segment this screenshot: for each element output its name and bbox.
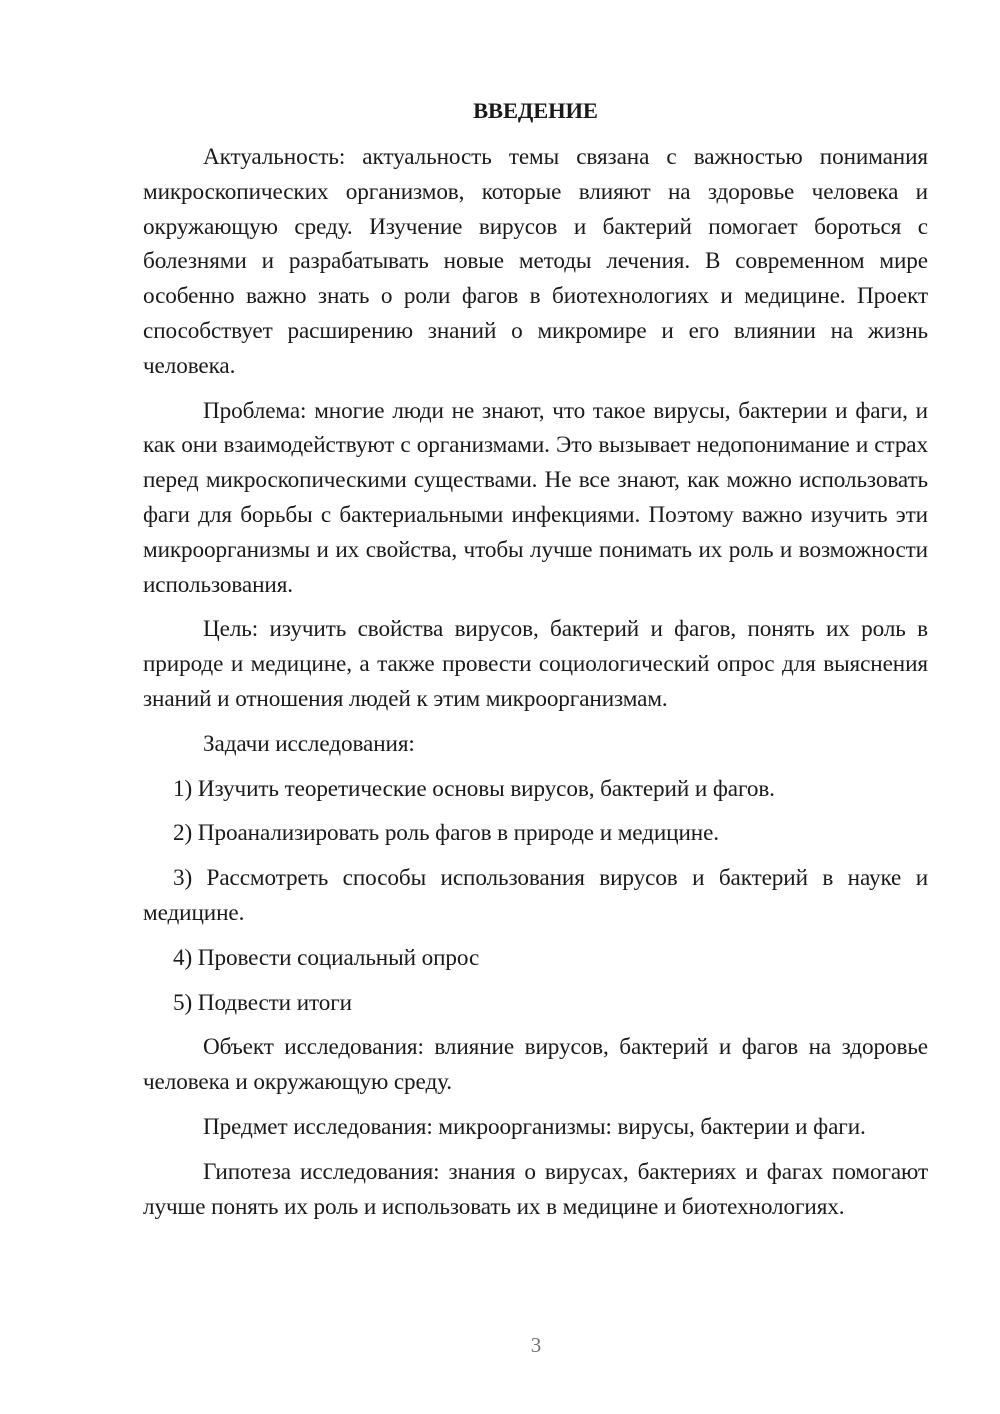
page-content bbox=[143, 96, 928, 1234]
task-item-2: 2) Проанализировать роль фагов в природе и медицине. bbox=[173, 820, 719, 847]
task-item-1: 1) Изучить теоретические основы вирусов, бактерий и фагов. bbox=[173, 775, 775, 802]
task-item-3: 3) Рассмотреть способы использования вирусов и бактерий в науке и медицине. bbox=[143, 865, 928, 926]
tasks-label: Задачи исследования: bbox=[203, 730, 415, 757]
page-number: 3 bbox=[530, 1333, 542, 1357]
goal-paragraph: Цель: изучить свойства вирусов, бактерий и фагов, понять их роль в природе и медицине, а также провести социологический опрос для выяснения знаний и отношения людей к этим микроорганизмам. bbox=[143, 616, 928, 712]
task-item-4: 4) Провести социальный опрос bbox=[173, 944, 480, 971]
relevance-paragraph: Актуальность: актуальность темы связана с важностью понимания микроскопических организмов, которые влияют на здоровье человека и окружающую среду. Изучение вирусов и бактерий помогает бороться с болезнями и разрабатывать новые методы лечения. В современном мире особенно важно знать о роли фагов в биотехнологиях и медицине. Проект способствует расширению знаний о микромире и его влиянии на жизнь человека. bbox=[143, 144, 928, 379]
problem-paragraph: Проблема: многие люди не знают, что такое вирусы, бактерии и фаги, и как они взаимодействуют с организмами. Это вызывает недопонимание и страх перед микроскопическими существами. Не все знают, как можно использовать фаги для борьбы с бактериальными инфекциями. Поэтому важно изучить эти микроорганизмы и их свойства, чтобы лучше понимать их роль и возможности использования. bbox=[143, 397, 928, 598]
object-paragraph: Объект исследования: влияние вирусов, бактерий и фагов на здоровье человека и окружающую среду. bbox=[143, 1034, 928, 1096]
hypothesis-paragraph: Гипотеза исследования: знания о вирусах, бактериях и фагах помогают лучше понять их роль и использовать их в медицине и биотехнологиях. bbox=[143, 1158, 928, 1220]
task-item-5: 5) Подвести итоги bbox=[173, 989, 352, 1016]
section-heading: ВВЕДЕНИЕ bbox=[473, 98, 598, 123]
subject-paragraph: Предмет исследования: микроорганизмы: вирусы, бактерии и фаги. bbox=[203, 1113, 866, 1140]
